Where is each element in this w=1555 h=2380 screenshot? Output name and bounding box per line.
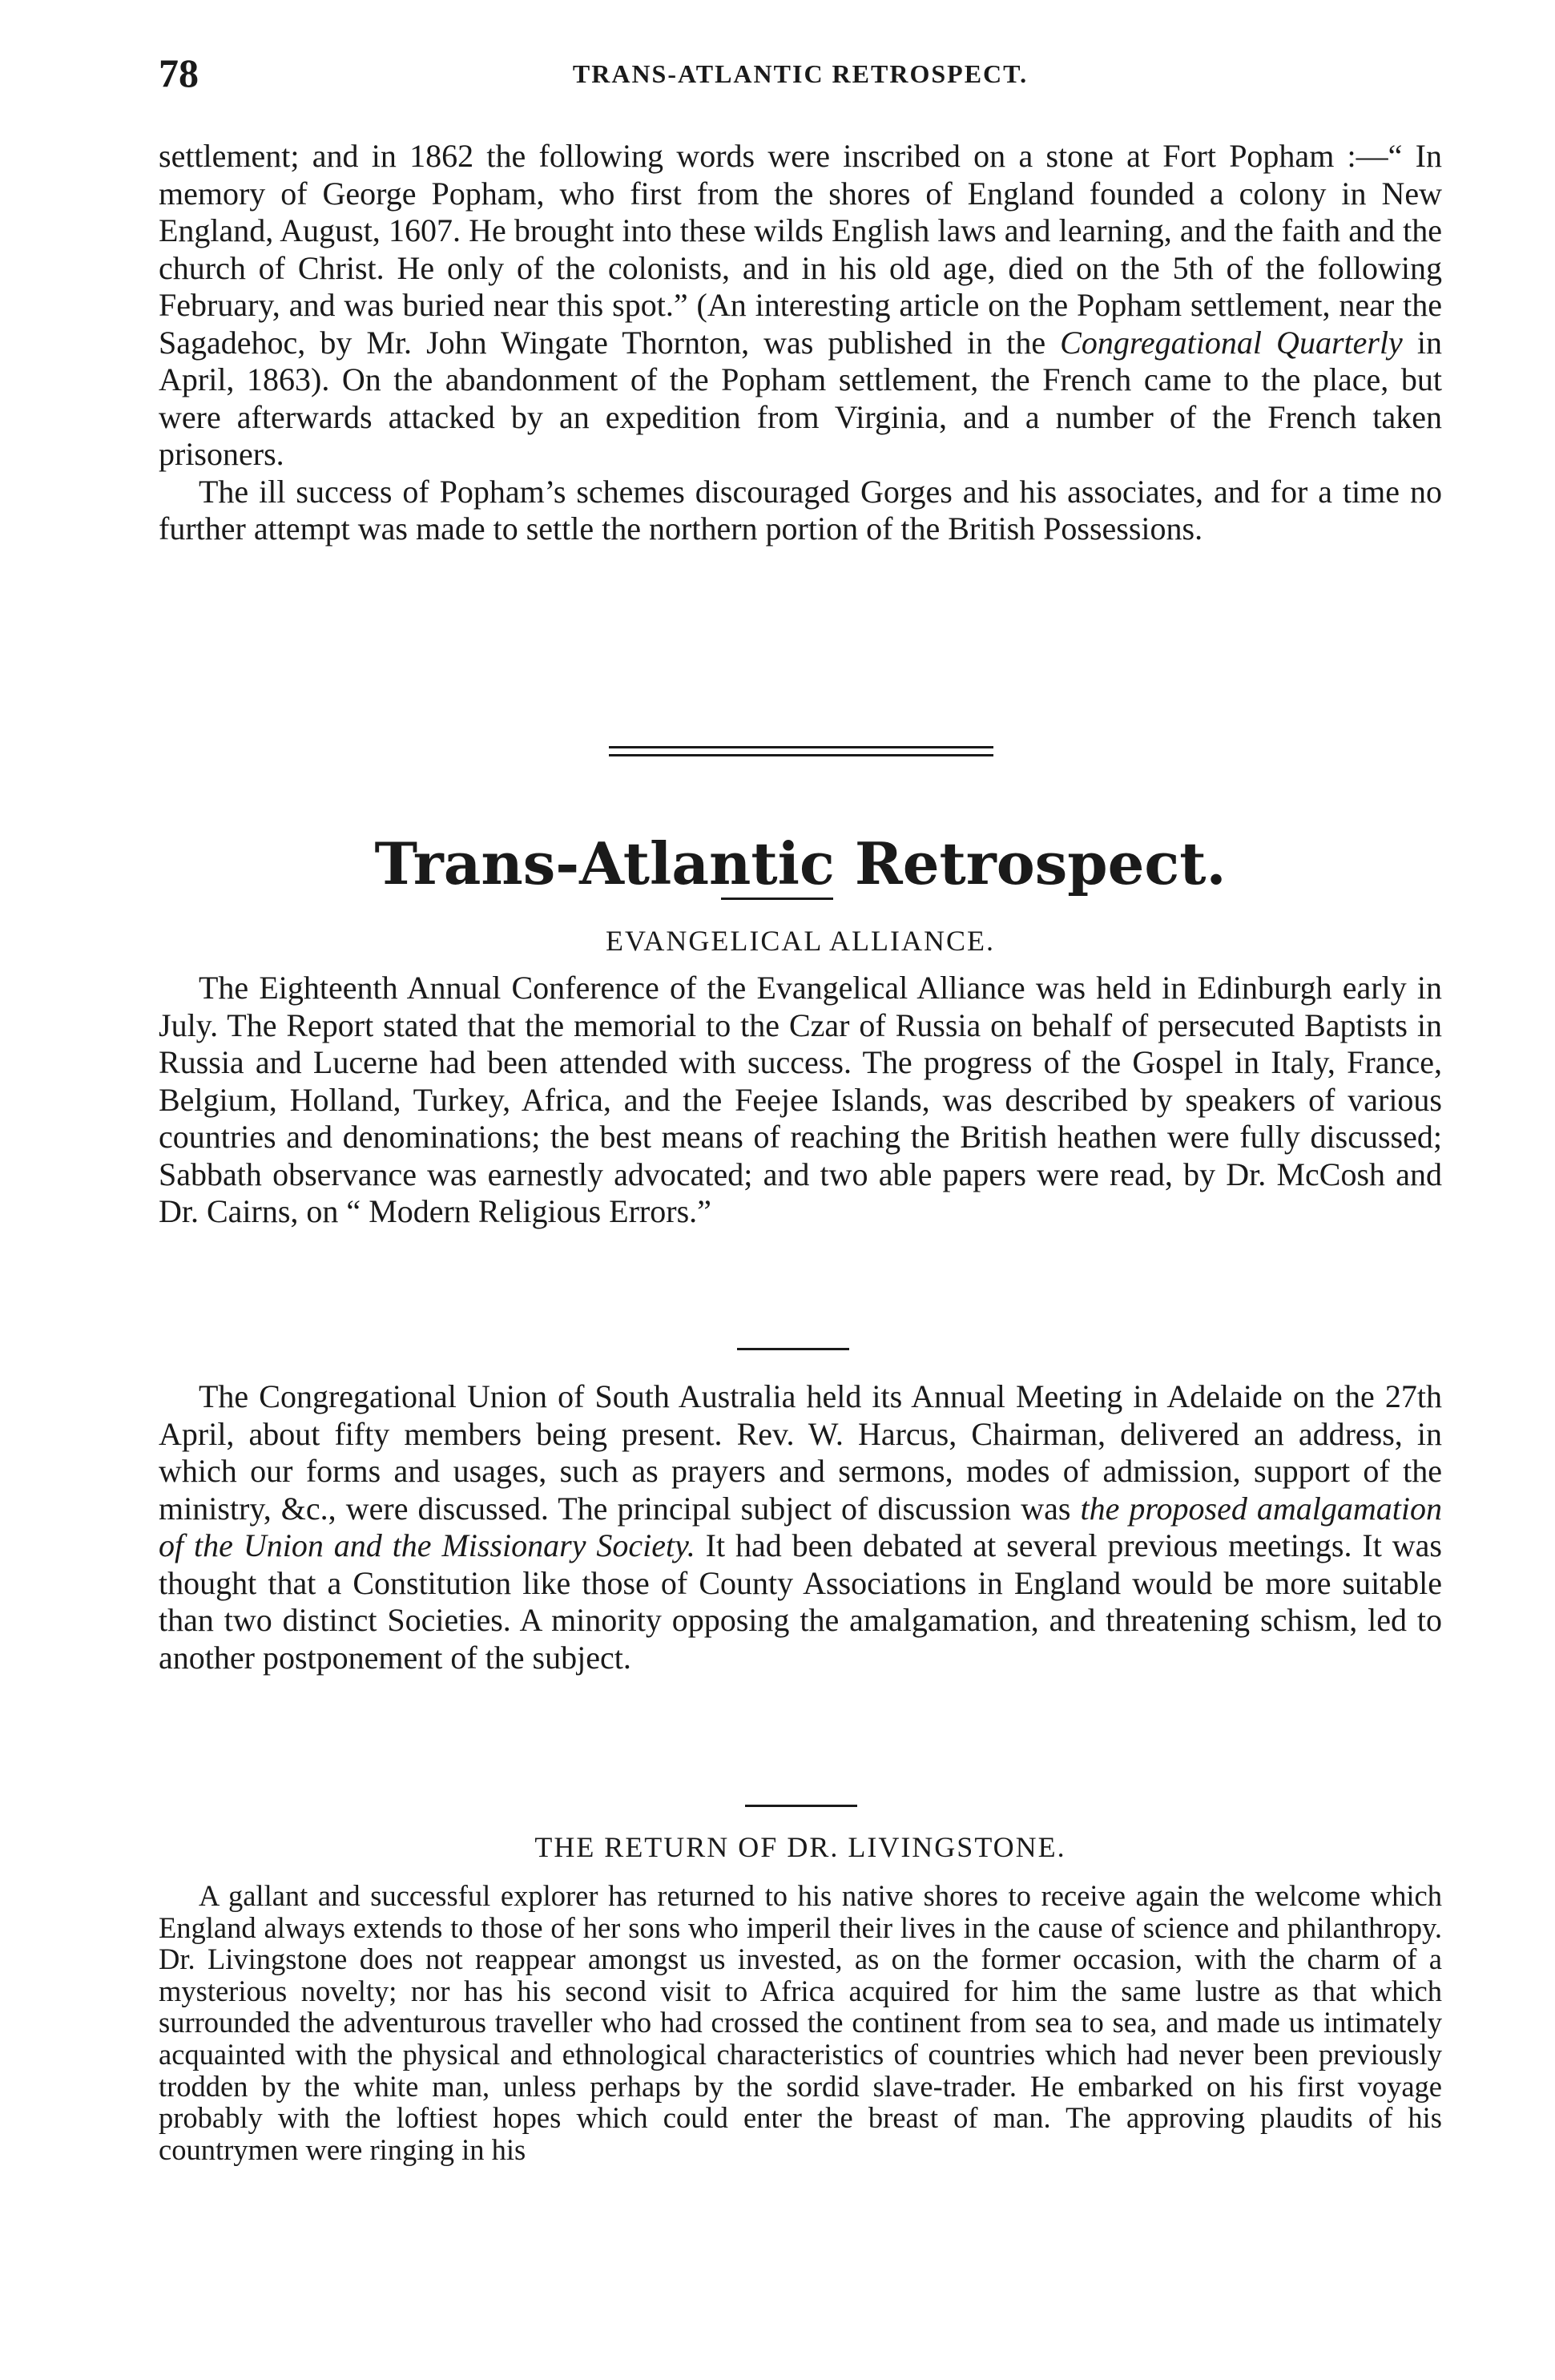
heading-evangelical-alliance: EVANGELICAL ALLIANCE. xyxy=(606,925,995,957)
section-divider-2 xyxy=(745,1805,857,1807)
heading-livingstone: THE RETURN OF DR. LIVINGSTONE. xyxy=(534,1831,1066,1863)
double-rule-bottom xyxy=(609,754,993,756)
livingstone-section xyxy=(159,1880,1442,2165)
journal-title: Congregational Quarterly xyxy=(1060,324,1403,361)
evangelical-section xyxy=(159,970,1442,1231)
section-divider-1 xyxy=(737,1348,849,1350)
title-rule xyxy=(721,898,833,900)
paragraph-gorges: The ill success of Popham’s schemes discouraged Gorges and his associates, and for a time no further attempt was made to settle the northern portion of the British Possessions. xyxy=(159,473,1442,547)
italic-subject: the proposed amalgamation of the Union and the Missionary Society. xyxy=(159,1490,1443,1563)
top-section xyxy=(159,138,1442,548)
paragraph-evangelical: The Eighteenth Annual Conference of the Evangelical Alliance was held in Edinburgh early in July. The Report stated that the memorial to the Czar of Russia on behalf of persecuted Baptists in Russia and Lucerne had been attended with success. The progress of the Gospel in Italy, France, Belgium, Holland, Turkey, Africa, and the Feejee Islands, was described by speakers of various countries and denominations; the best means of reaching the British heathen were fully discussed; Sabbath observance was earnestly advocated; and two able papers were read, by Dr. McCosh and Dr. Cairns, on “ Modern Religious Errors.” xyxy=(159,970,1442,1229)
paragraph-congregational: The Congregational Union of South Australia held its Annual Meeting in Adelaide on the 27th April, about fifty members being present. Rev. W. Harcus, Chairman, delivered an address, in which our forms and usages, such as prayers and sermons, modes of admission, support of the ministry, &c., were discussed. The principal subject of discussion was the proposed amalgamation of the Union and the Missionary Society. It had been debated at several previous meetings. It was thought that a Constitution like those of County Associations in England would be more suitable than two distinct Societies. A minority opposing the amalgamation, and threatening schism, led to another postponement of the subject. xyxy=(159,1378,1443,1676)
page-number: 78 xyxy=(159,50,199,95)
page-header xyxy=(159,50,1442,106)
congregational-section xyxy=(159,1378,1442,1676)
section-title: Trans-Atlantic Retrospect. xyxy=(374,829,1227,898)
paragraph-popham: settlement; and in 1862 the following words were inscribed on a stone at Fort Popham :—“ In memory of George Popham, who first from the shores of England founded a colony in New England, August, 1607. He brought into these wilds English laws and learning, and the faith and the church of Christ. He only of the colonists, and in his old age, died on the 5th of the following February, and was buried near this spot.” (An interesting article on the Popham settlement, near the Sagadehoc, by Mr. John Wingate Thornton, was published in the Congregational Quarterly in April, 1863). On the abandonment of the Popham settlement, the French came to the place, but were afterwards attacked by an expedition from Virginia, and a number of the French taken prisoners. xyxy=(159,138,1442,472)
paragraph-livingstone: A gallant and successful explorer has returned to his native shores to receive again the welcome which England always extends to those of her sons who imperil their lives in the cause of science and philanthropy. Dr. Livingstone does not reappear amongst us invested, as on the former occasion, with the charm of a mysterious novelty; nor has his second visit to Africa acquired for him the same lustre as that which surrounded the adventurous traveller who had crossed the continent from sea to sea, and made us intimately acquainted with the physical and ethnological characteristics of countries which had never been previously trodden by the white man, unless perhaps by the sordid slave-trader. He embarked on his first voyage probably with the loftiest hopes which could enter the breast of man. The approving plaudits of his countrymen were ringing in his xyxy=(159,1879,1442,2166)
running-head: TRANS-ATLANTIC RETROSPECT. xyxy=(572,59,1029,88)
double-rule-top xyxy=(609,746,993,748)
